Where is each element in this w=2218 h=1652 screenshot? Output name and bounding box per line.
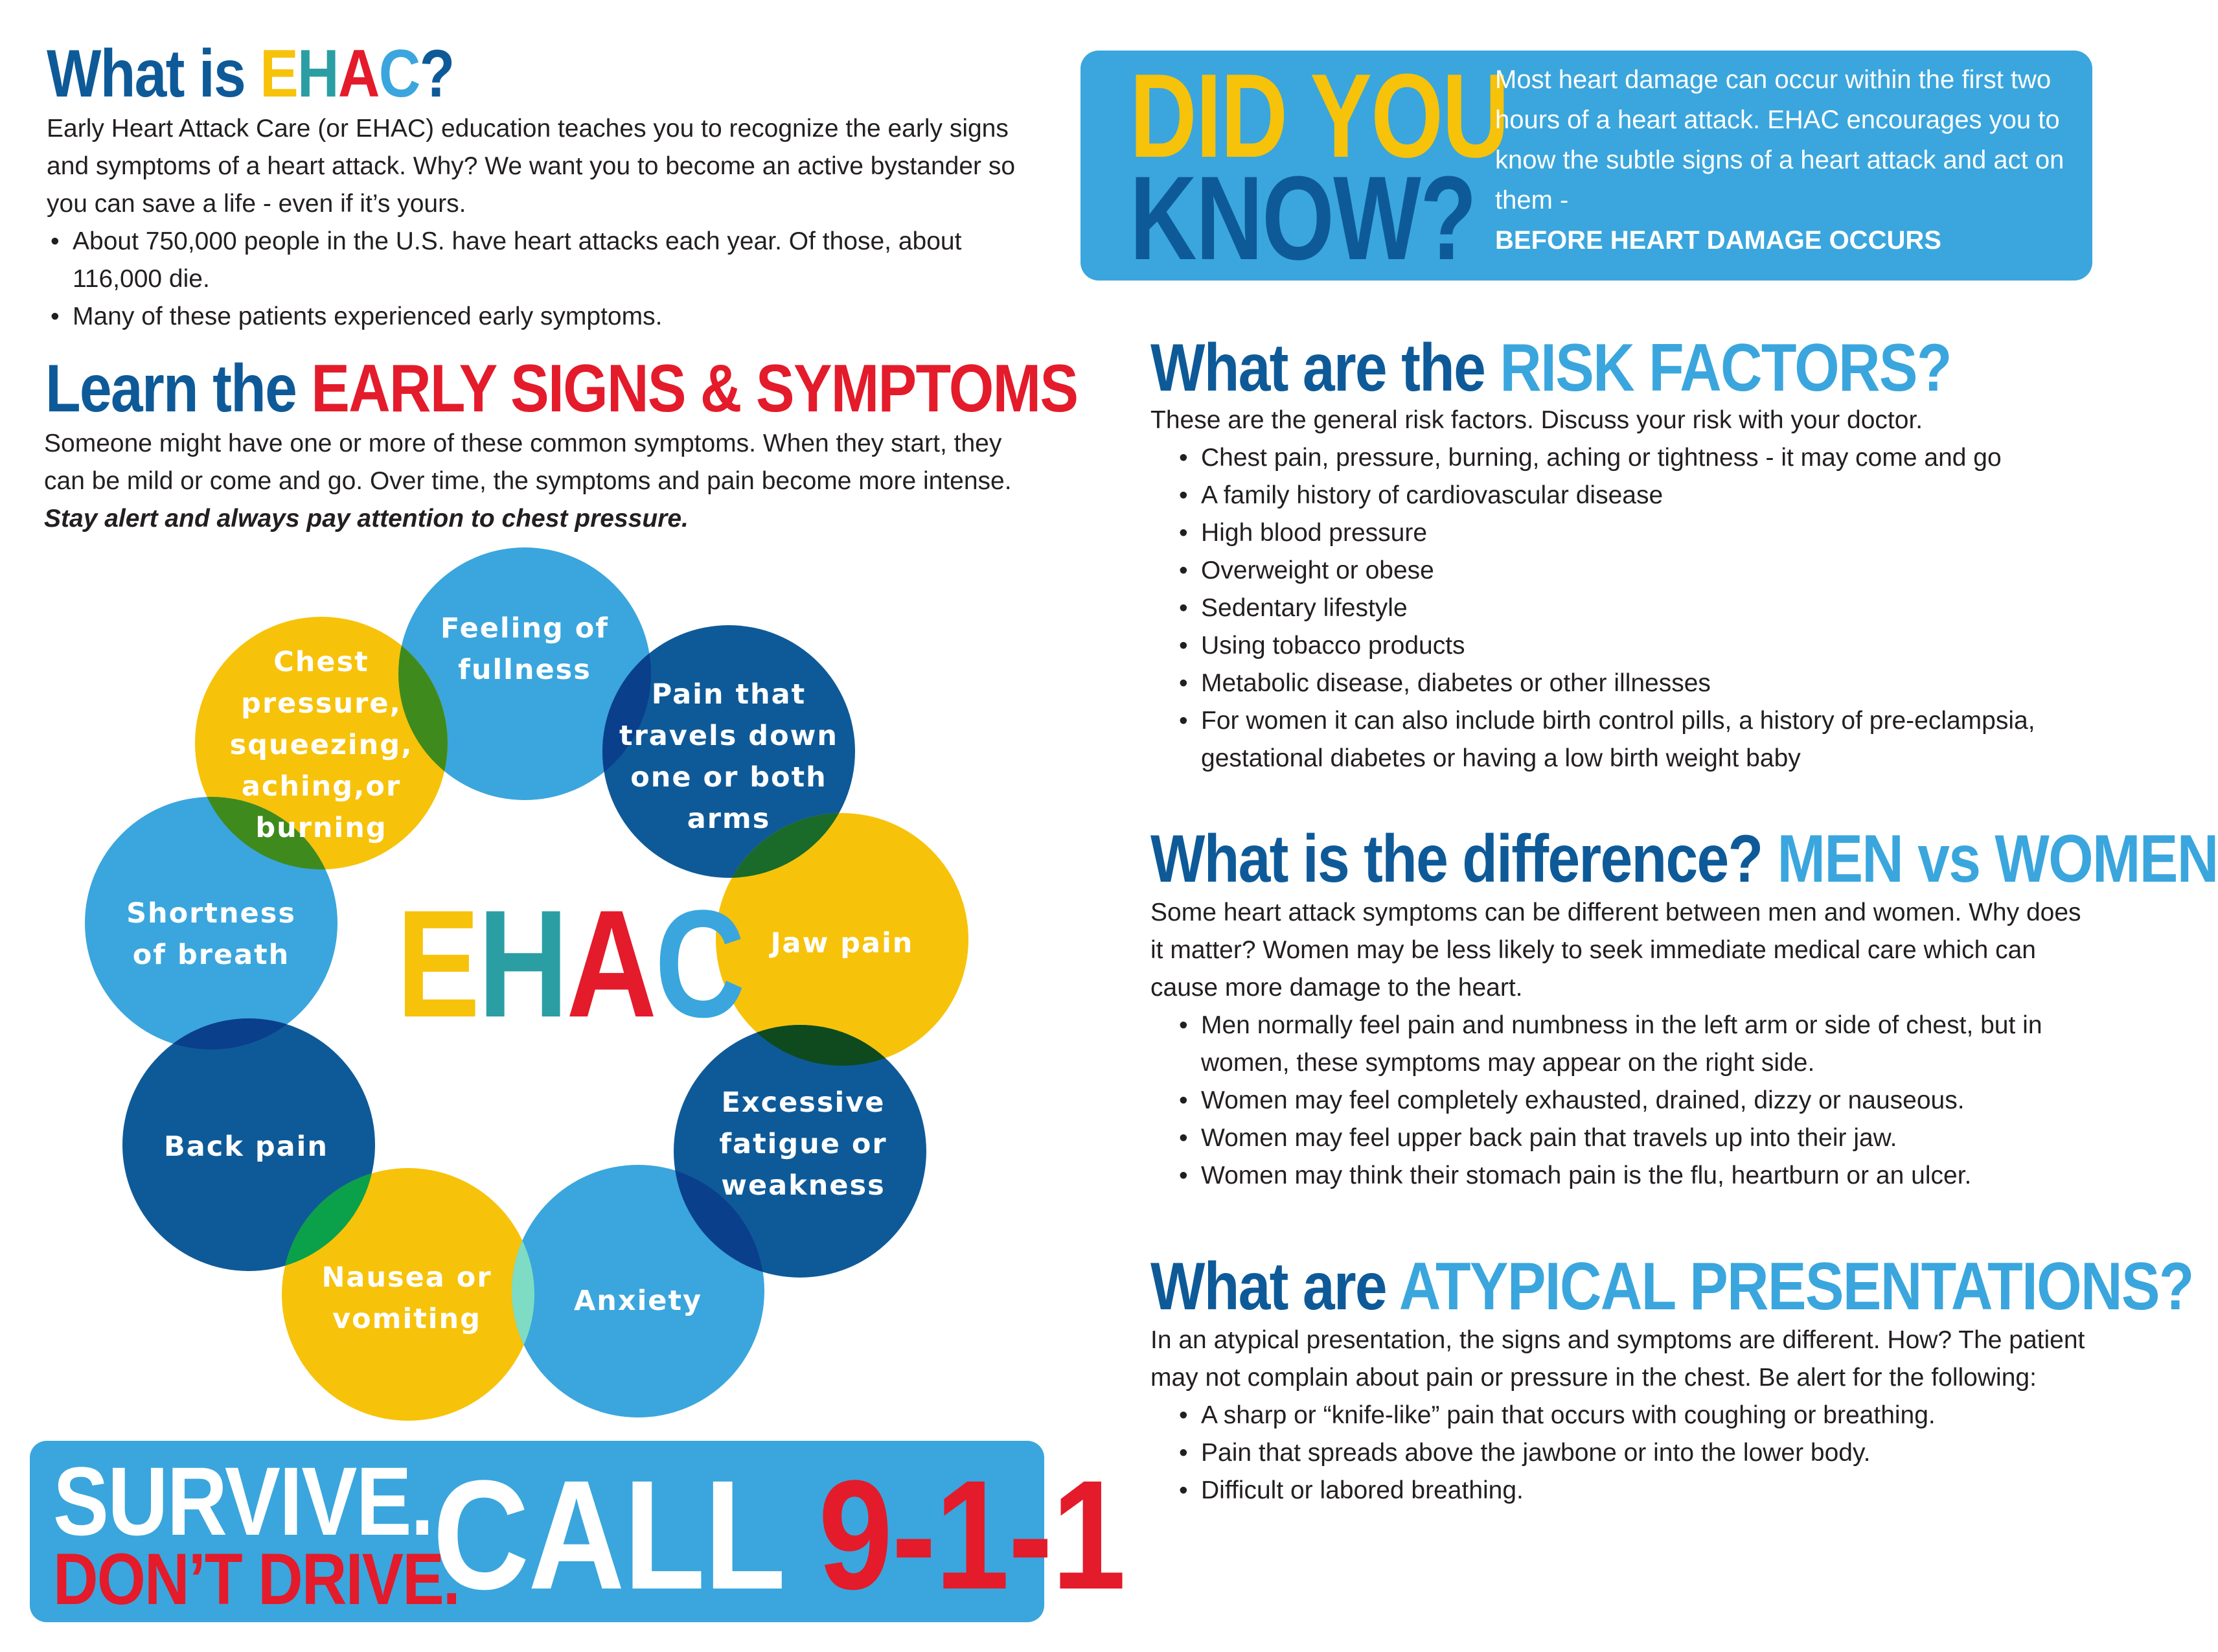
difference-title-prefix: What is the difference? — [1150, 821, 1778, 897]
learn-paragraph: Someone might have one or more of these common symptoms. When they start, they can be mild or come and go. Over time, the symptoms and pain become more intense. — [44, 430, 1012, 495]
atypical-title-prefix: What are — [1150, 1249, 1399, 1324]
center-letter-c: C — [654, 878, 744, 1050]
list-item: • About 750,000 people in the U.S. have heart attacks each year. Of those, about 116,000 die. — [47, 223, 1031, 298]
title-letter-h: H — [297, 36, 338, 111]
ehac-center-logo — [396, 878, 744, 1050]
emergency-number: 9-1-1 — [818, 1448, 1125, 1622]
risk-body — [1150, 402, 2122, 777]
label-shortness-of-breath: Shortness of breath — [126, 897, 296, 971]
atypical-title — [1150, 1248, 2193, 1325]
did-you-know-line2: KNOW? — [1130, 151, 1476, 284]
atypical-bullets — [1175, 1397, 2043, 1509]
list-item: • Pain that spreads above the jawbone or into the lower body. — [1175, 1434, 2043, 1472]
list-item: • Men normally feel pain and numbness in the left arm or side of chest, but in women, these symptoms may appear on the right side. — [1175, 1007, 2043, 1082]
did-you-know-bold: BEFORE HEART DAMAGE OCCURS — [1495, 226, 1941, 255]
label-anxiety: Anxiety — [573, 1285, 703, 1317]
did-you-know-box — [1080, 49, 2092, 284]
title-letter-c: C — [378, 36, 420, 111]
list-item: • Using tobacco products — [1175, 627, 2082, 665]
survive-call-banner — [30, 1441, 1125, 1622]
call-911 — [433, 1448, 1125, 1622]
list-item: • A sharp or “knife-like” pain that occurs with coughing or breathing. — [1175, 1397, 2043, 1434]
center-letter-e: E — [396, 878, 478, 1050]
atypical-body — [1150, 1322, 2096, 1509]
did-you-know-body: Most heart damage can occur within the first two hours of a heart attack. EHAC encourages you to know the subtle signs of a heart attack and act on them - — [1495, 65, 2064, 214]
risk-title — [1150, 329, 1951, 407]
atypical-intro: In an atypical presentation, the signs and symptoms are different. How? The patient may not complain about pain or pressure in the chest. Be alert for the following: — [1150, 1326, 2085, 1392]
label-feeling-of-fullness: Feeling of fullness — [440, 612, 610, 686]
label-chest-pressure: Chest pressure, squeezing, aching,or burning — [229, 646, 413, 844]
call-label: CALL — [433, 1448, 783, 1622]
list-item: • Chest pain, pressure, burning, aching or tightness - it may come and go — [1175, 439, 2082, 477]
risk-intro: These are the general risk factors. Discuss your risk with your doctor. — [1150, 406, 1923, 434]
list-item: • Many of these patients experienced early symptoms. — [47, 298, 1031, 336]
label-pain-travels: Pain that travels down one or both arms — [619, 678, 838, 835]
title-letter-e: E — [260, 36, 298, 111]
risk-title-prefix: What are the — [1150, 330, 1500, 406]
risk-title-highlight: RISK FACTORS? — [1500, 330, 1951, 406]
what-is-title-prefix: What is — [47, 36, 260, 111]
what-is-title-suffix: ? — [419, 36, 454, 111]
label-excessive-fatigue: Excessive fatigue or weakness — [719, 1086, 887, 1202]
survive-line2: DON’T DRIVE. — [53, 1539, 459, 1620]
learn-title-prefix: Learn the — [45, 351, 312, 426]
label-back-pain: Back pain — [164, 1130, 328, 1163]
difference-title-highlight: MEN vs WOMEN — [1777, 821, 2218, 897]
difference-body — [1150, 894, 2096, 1195]
label-jaw-pain: Jaw pain — [770, 927, 914, 959]
list-item: • For women it can also include birth control pills, a history of pre-eclampsia, gestational diabetes or having a low birth weight baby — [1175, 702, 2082, 777]
list-item: • Difficult or labored breathing. — [1175, 1472, 2043, 1509]
list-item: • Women may think their stomach pain is the flu, heartburn or an ulcer. — [1175, 1157, 2043, 1195]
risk-bullets — [1175, 439, 2082, 777]
list-item: • Overweight or obese — [1175, 552, 2082, 590]
label-nausea: Nausea or vomiting — [321, 1261, 492, 1335]
list-item: • Metabolic disease, diabetes or other illnesses — [1175, 665, 2082, 702]
survive-line1: SURVIVE. — [53, 1447, 433, 1555]
learn-emphasis: Stay alert and always pay attention to chest pressure. — [44, 505, 689, 533]
list-item: • Sedentary lifestyle — [1175, 590, 2082, 627]
did-you-know-text — [1495, 60, 2078, 260]
what-is-paragraph: Early Heart Attack Care (or EHAC) education teaches you to recognize the early signs and symptoms of a heart attack. Why? We want you to become an active bystander so you can save a life - even if it’s yours. — [47, 115, 1016, 218]
difference-title — [1150, 820, 2218, 898]
list-item: • A family history of cardiovascular disease — [1175, 477, 2082, 514]
symptom-circles-diagram — [0, 0, 1049, 1438]
center-letter-h: H — [477, 878, 567, 1050]
title-letter-a: A — [337, 36, 379, 111]
list-item: • High blood pressure — [1175, 514, 2082, 552]
atypical-title-highlight: ATYPICAL PRESENTATIONS? — [1399, 1249, 2193, 1324]
learn-title-highlight: EARLY SIGNS & SYMPTOMS — [311, 351, 1078, 426]
difference-intro: Some heart attack symptoms can be different between men and women. Why does it matter? Women may be less likely to seek immediate medical care which can cause more damage to the heart. — [1150, 899, 2081, 1002]
center-letter-a: A — [566, 878, 655, 1050]
list-item: • Women may feel upper back pain that travels up into their jaw. — [1175, 1119, 2043, 1157]
list-item: • Women may feel completely exhausted, drained, dizzy or nauseous. — [1175, 1082, 2043, 1119]
did-you-know-line1: DID YOU — [1130, 49, 1509, 182]
difference-bullets — [1175, 1007, 2043, 1195]
